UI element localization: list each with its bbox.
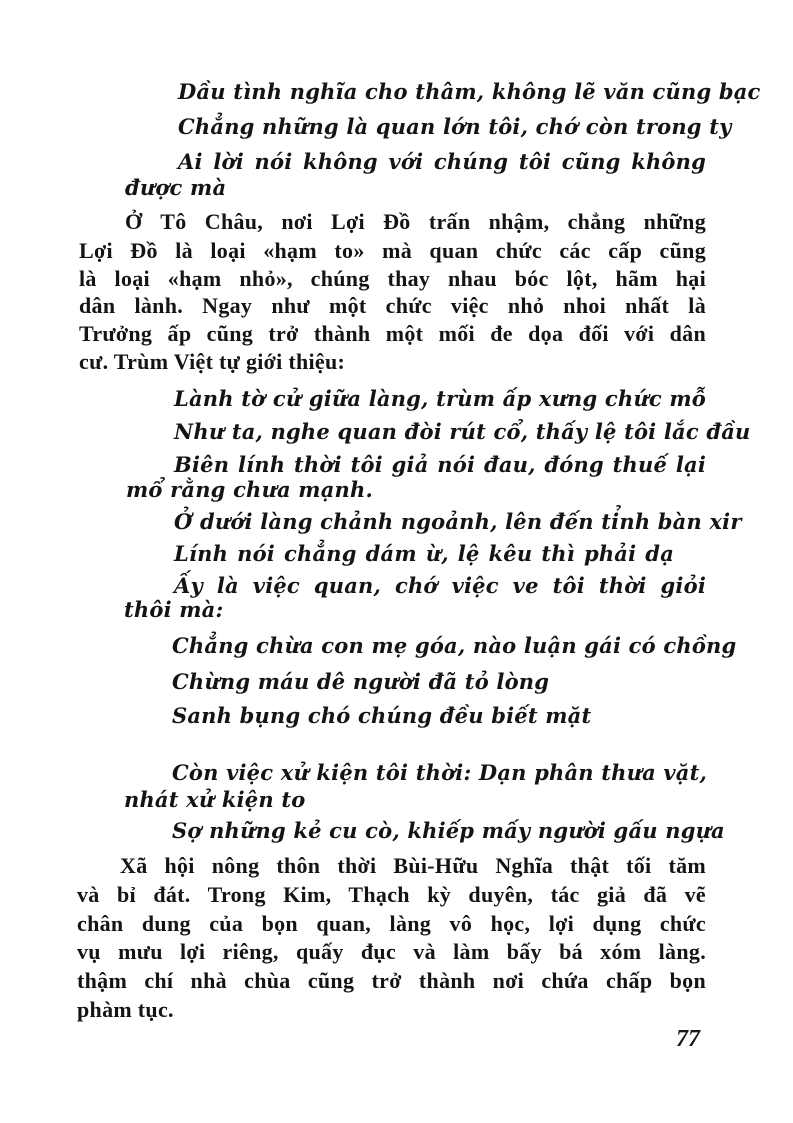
verse-line: nhát xử kiện to [124, 787, 306, 812]
verse-line: Chẳng chừa con mẹ góa, nào luận gái có chồng [172, 633, 737, 658]
page-number: 77 [676, 1026, 700, 1052]
verse-line: Sanh bụng chó chúng đều biết mặt [172, 703, 592, 728]
paragraph-line: dân lành. Ngay như một chức việc nhỏ nhoi nhất là [79, 293, 706, 318]
paragraph-line: Ở Tô Châu, nơi Lợi Đồ trấn nhậm, chẳng những [125, 209, 706, 234]
paragraph-line: cư. Trùm Việt tự giới thiệu: [79, 349, 346, 374]
verse-line: Biên lính thời tôi giả nói đau, đóng thuế lại [174, 452, 706, 477]
verse-line: Lính nói chẳng dám ừ, lệ kêu thì phải dạ [174, 541, 674, 566]
verse-line: Như ta, nghe quan đòi rút cổ, thấy lệ tôi lắc đầu [174, 419, 751, 444]
paragraph-line: Trưởng ấp cũng trở thành một mối đe dọa đối với dân [79, 321, 706, 346]
paragraph-line: phàm tục. [77, 997, 174, 1022]
paragraph-line: vụ mưu lợi riêng, quấy đục và làm bấy bá xóm làng. [77, 939, 706, 964]
paragraph-line: thậm chí nhà chùa cũng trở thành nơi chứa chấp bọn [77, 968, 706, 993]
verse-line: thôi mà: [124, 597, 224, 622]
verse-line: Lành tờ cử giữa làng, trùm ấp xưng chức mỗ [174, 386, 706, 411]
verse-line: Ai lời nói không với chúng tôi cũng không [178, 149, 706, 174]
verse-line: được mà [125, 175, 227, 200]
verse-line: Chừng máu dê người đã tỏ lòng [172, 669, 550, 694]
verse-line: Ấy là việc quan, chớ việc ve tôi thời giỏi [174, 573, 706, 598]
paragraph-line: chân dung của bọn quan, làng vô học, lợi dụng chức [77, 911, 706, 936]
verse-line: Ở dưới làng chảnh ngoảnh, lên đến tỉnh bàn xir [174, 509, 742, 534]
verse-line: mổ rằng chưa mạnh. [126, 477, 373, 502]
paragraph-line: và bỉ đát. Trong Kim, Thạch kỳ duyên, tác giả đã vẽ [77, 882, 706, 907]
verse-line: Dầu tình nghĩa cho thâm, không lẽ văn cũng bạc [178, 79, 761, 104]
paragraph-line: là loại «hạm nhỏ», chúng thay nhau bóc lột, hãm hại [79, 266, 706, 291]
paragraph-line: Lợi Đồ là loại «hạm to» mà quan chức các cấp cũng [79, 238, 706, 263]
paragraph-line: Xã hội nông thôn thời Bùi-Hữu Nghĩa thật tối tăm [120, 853, 706, 878]
verse-line: Sợ những kẻ cu cò, khiếp mấy người gấu ngựa [172, 818, 725, 843]
verse-line: Chẳng những là quan lớn tôi, chớ còn trong ty [178, 114, 732, 139]
verse-line: Còn việc xử kiện tôi thời: Dạn phân thưa vặt, [172, 760, 708, 785]
